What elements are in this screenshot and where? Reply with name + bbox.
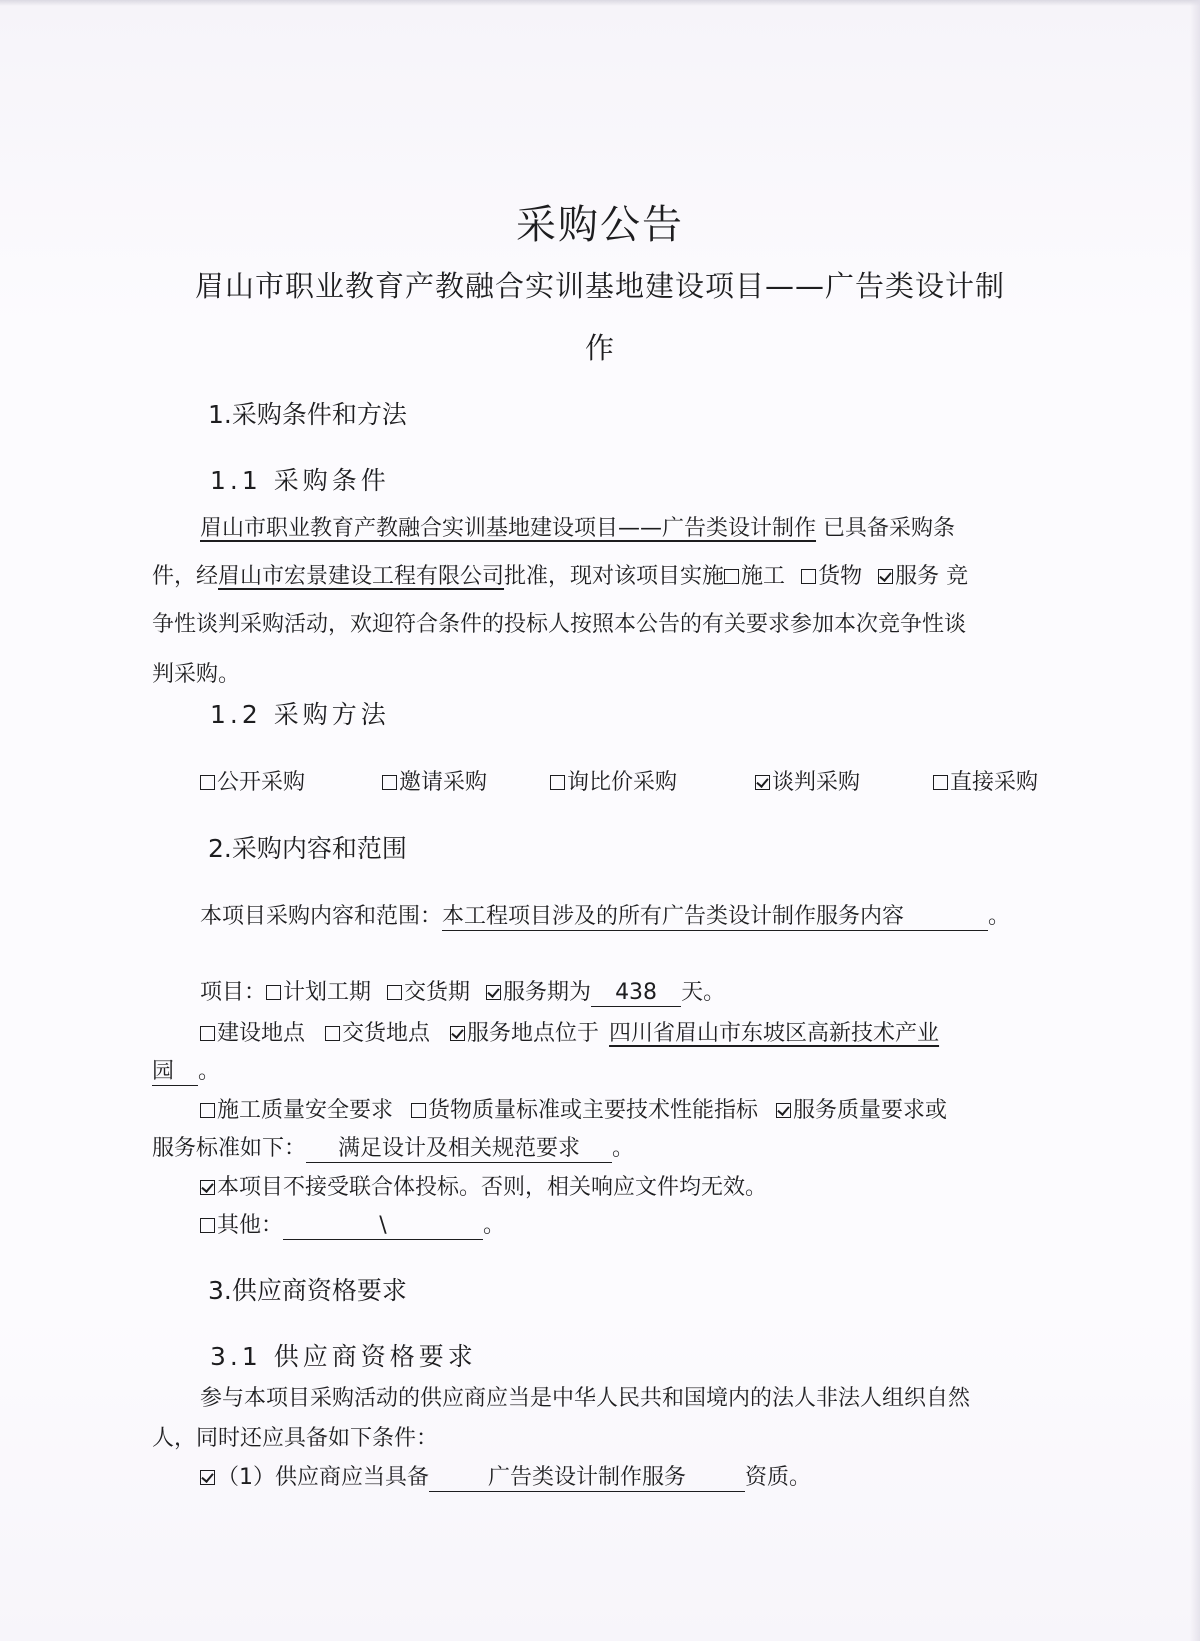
- project-name: 眉山市职业教育产教融合实训基地建设项目——广告类设计制作: [200, 516, 817, 541]
- section-2-heading: 2.采购内容和范围: [208, 834, 407, 863]
- other-line: [200, 1211, 505, 1241]
- days-unit: 天。: [681, 980, 726, 1005]
- checkbox-construction[interactable]: [724, 569, 739, 584]
- service-site-value: 四川省眉山市东坡区高新技术产业: [609, 1021, 940, 1046]
- checkbox-no-consortium[interactable]: [200, 1180, 215, 1195]
- section-1-heading: 1.采购条件和方法: [208, 400, 407, 429]
- label-method-direct: 直接采购: [950, 770, 1039, 795]
- label-method-compare: 询比价采购: [567, 770, 678, 795]
- label-quality-service-2: 服务标准如下：: [152, 1136, 307, 1161]
- quality-line-2: [152, 1134, 634, 1164]
- service-site-value-cont: 园: [152, 1059, 198, 1086]
- checkbox-plan-period[interactable]: [266, 985, 281, 1000]
- checkbox-service-site[interactable]: [450, 1026, 465, 1041]
- site-line-2: [152, 1057, 220, 1087]
- s11-line3: 争性谈判采购活动，欢迎符合条件的投标人按照本公告的有关要求参加本次竞争性谈: [152, 612, 967, 637]
- method-option-3: [550, 768, 677, 798]
- label-quality-goods: 货物质量标准或主要技术性能指标: [428, 1098, 759, 1123]
- s11-line4: 判采购。: [152, 662, 241, 687]
- document-title: 采购公告: [516, 202, 684, 248]
- quality-service-value: 满足设计及相关规范要求: [306, 1136, 612, 1163]
- checkbox-other[interactable]: [200, 1218, 215, 1233]
- checkbox-goods[interactable]: [801, 569, 816, 584]
- section-3-1-heading: 3.1 供应商资格要求: [210, 1342, 477, 1371]
- method-option-4: [755, 768, 860, 798]
- s11-text-2: 件，经: [152, 564, 219, 589]
- label-method-invite: 邀请采购: [399, 770, 488, 795]
- label-service-period: 服务期为: [503, 980, 592, 1005]
- s11-text-4: 竞: [939, 564, 969, 589]
- label-quality-service: 服务质量要求或: [793, 1098, 948, 1123]
- document-subtitle-line2: 作: [584, 331, 615, 365]
- section-1-2-heading: 1.2 采购方法: [210, 700, 390, 729]
- label-method-open: 公开采购: [217, 770, 306, 795]
- document-subtitle-line1: 眉山市职业教育产教融合实训基地建设项目——广告类设计制: [194, 269, 1005, 303]
- req1-prefix: （1）供应商应当具备: [217, 1465, 429, 1490]
- label-service: 服务: [895, 564, 940, 589]
- checkbox-req1[interactable]: [200, 1470, 215, 1485]
- method-option-2: [382, 768, 487, 798]
- label-goods: 货物: [818, 564, 863, 589]
- checkbox-service-period[interactable]: [486, 985, 501, 1000]
- scope-value: 本工程项目涉及的所有广告类设计制作服务内容: [442, 904, 988, 931]
- s11-line2: [152, 562, 968, 592]
- label-plan-period: 计划工期: [283, 980, 372, 1005]
- other-value: \: [283, 1213, 483, 1240]
- method-option-1: [200, 768, 305, 798]
- s11-text-3: 批准，现对该项目实施: [504, 564, 725, 589]
- s31-line1: 参与本项目采购活动的供应商应当是中华人民共和国境内的法人非法人组织自然: [200, 1386, 971, 1411]
- site-line: [200, 1019, 939, 1049]
- checkbox-method-open[interactable]: [200, 775, 215, 790]
- scope-line: [200, 902, 1010, 932]
- approver-name: 眉山市宏景建设工程有限公司: [218, 564, 505, 589]
- label-service-site: 服务地点位于: [467, 1021, 600, 1046]
- checkbox-delivery-site[interactable]: [325, 1026, 340, 1041]
- checkbox-method-compare[interactable]: [550, 775, 565, 790]
- s11-line1: [200, 514, 955, 544]
- item-label: 项目：: [200, 980, 267, 1005]
- checkbox-method-invite[interactable]: [382, 775, 397, 790]
- label-construction: 施工: [741, 564, 786, 589]
- checkbox-quality-goods[interactable]: [411, 1103, 426, 1118]
- s11-text-1: 已具备采购条: [816, 516, 956, 541]
- section-1-1-heading: 1.1 采购条件: [210, 466, 390, 495]
- label-delivery-site: 交货地点: [342, 1021, 431, 1046]
- consortium-line: [200, 1173, 767, 1203]
- checkbox-delivery-period[interactable]: [387, 985, 402, 1000]
- checkbox-quality-construction[interactable]: [200, 1103, 215, 1118]
- method-option-5: [933, 768, 1038, 798]
- checkbox-service[interactable]: [878, 569, 893, 584]
- scan-shadow-top: [0, 0, 1200, 6]
- checkbox-method-direct[interactable]: [933, 775, 948, 790]
- quality-period: 。: [612, 1136, 635, 1161]
- req1-value: 广告类设计制作服务: [429, 1465, 745, 1492]
- s31-line2: 人，同时还应具备如下条件：: [152, 1426, 439, 1451]
- label-other: 其他：: [217, 1213, 284, 1238]
- quality-line: [200, 1096, 947, 1126]
- label-quality-construction: 施工质量安全要求: [217, 1098, 394, 1123]
- checkbox-build-site[interactable]: [200, 1026, 215, 1041]
- scope-label: 本项目采购内容和范围：: [200, 904, 443, 929]
- section-3-heading: 3.供应商资格要求: [208, 1276, 407, 1305]
- service-days: 438: [591, 980, 681, 1007]
- checkbox-method-negotiate[interactable]: [755, 775, 770, 790]
- label-method-negotiate: 谈判采购: [772, 770, 861, 795]
- label-no-consortium: 本项目不接受联合体投标。否则，相关响应文件均无效。: [217, 1175, 768, 1200]
- label-build-site: 建设地点: [217, 1021, 306, 1046]
- req1-line: [200, 1463, 811, 1493]
- req1-suffix: 资质。: [745, 1465, 812, 1490]
- checkbox-quality-service[interactable]: [776, 1103, 791, 1118]
- period-line: [200, 978, 725, 1008]
- other-period: 。: [483, 1213, 506, 1238]
- site-period: 。: [198, 1059, 221, 1084]
- scope-period: 。: [988, 904, 1011, 929]
- label-delivery-period: 交货期: [404, 980, 471, 1005]
